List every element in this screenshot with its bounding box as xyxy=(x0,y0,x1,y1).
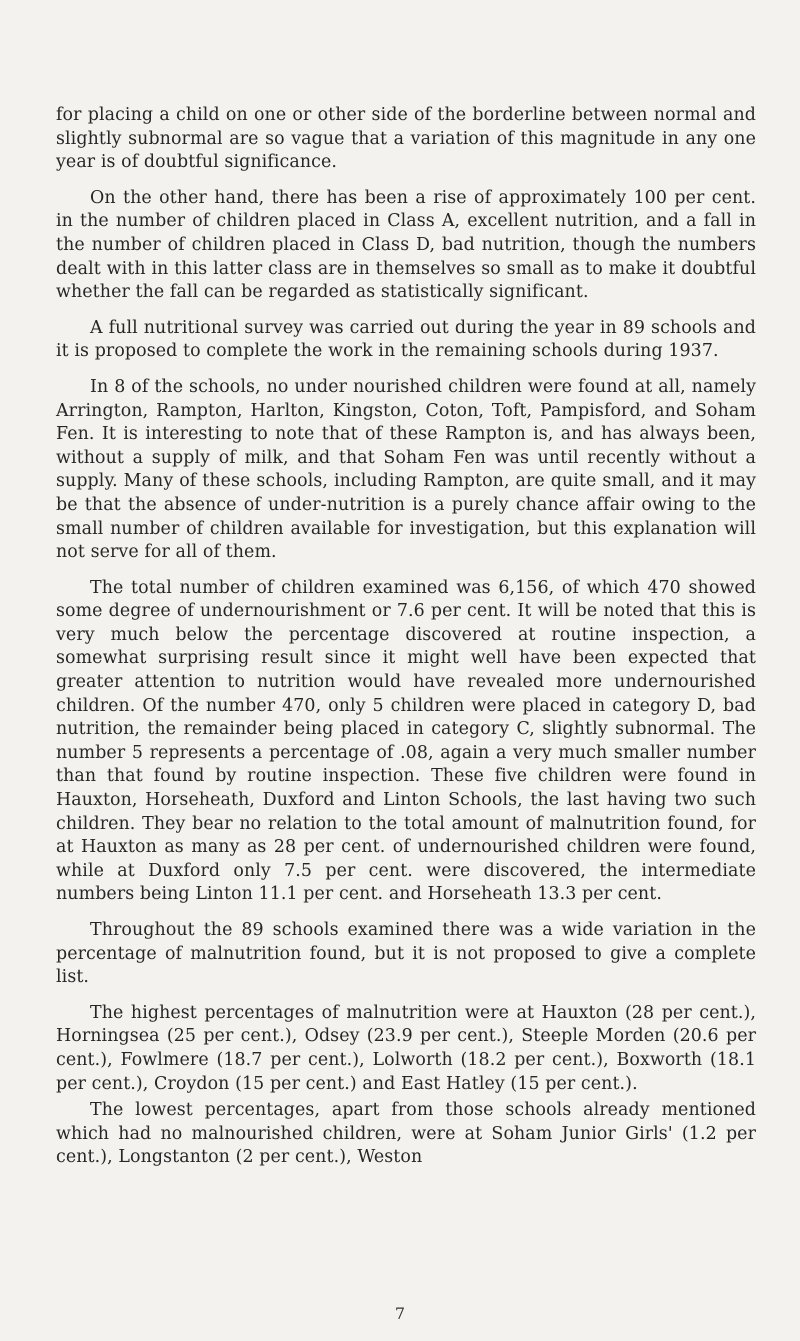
document-page xyxy=(56,104,756,1170)
paragraph-total-examined: The total number of children examined was 6,156, of which 470 showed some degree of undernourishment or 7.6 per cent. It will be noted that this is very much below the percentage discovered at routine inspection, a somewhat surprising result since it might well have been expected that greater attention to nutrition would have revealed more undernourished children. Of the number 470, only 5 children were placed in category D, bad nutrition, the remainder being placed in category C, slightly subnormal. The number 5 represents a percentage of .08, again a very much smaller number than that found by routine inspection. These five children were found in Hauxton, Horseheath, Duxford and Linton Schools, the last having two such children. They bear no relation to the total amount of malnutrition found, for at Hauxton as many as 28 per cent. of undernourished children were found, while at Duxford only 7.5 per cent. were discovered, the intermediate numbers being Linton 11.1 per cent. and Horseheath 13.3 per cent. xyxy=(56,577,756,905)
paragraph-nutritional-survey: A full nutritional survey was carried out during the year in 89 schools and it is proposed to complete the work in the remaining schools during 1937. xyxy=(56,317,756,362)
paragraph-class-changes: On the other hand, there has been a rise of approximately 100 per cent. in the number of children placed in Class A, excellent nutrition, and a fall in the number of children placed in Class D, bad nutrition, though the numbers dealt with in this latter class are in themselves so small as to make it doubtful whether the fall can be regarded as statistically significant. xyxy=(56,187,756,303)
paragraph-variation: Throughout the 89 schools examined there was a wide variation in the percentage of malnutrition found, but it is not proposed to give a complete list. xyxy=(56,920,756,988)
paragraph-schools-no-undernourished: In 8 of the schools, no under nourished children were found at all, namely Arrington, Rampton, Harlton, Kingston, Coton, Toft, Pampisford, and Soham Fen. It is interesting to note that of these Rampton is, and has always been, without a supply of milk, and that Soham Fen was until recently without a supply. Many of these schools, including Rampton, are quite small, and it may be that the absence of under-nutrition is a purely chance affair owing to the small number of children available for investigation, but this explanation will not serve for all of them. xyxy=(56,376,756,563)
paragraph-highest-percentages: The highest percentages of malnutrition were at Hauxton (28 per cent.), Horningsea (25 per cent.), Odsey (23.9 per cent.), Steeple Morden (20.6 per cent.), Fowlmere (18.7 per cent.), Lolworth (18.2 per cent.), Boxworth (18.1 per cent.), Croydon (15 per cent.) and East Hatley (15 per cent.). xyxy=(56,1002,756,1094)
paragraph-lowest-percentages: The lowest percentages, apart from those schools already mentioned which had no malnourished children, were at Soham Junior Girls' (1.2 per cent.), Longstanton (2 per cent.), Weston xyxy=(56,1100,756,1168)
paragraph-continuation: for placing a child on one or other side of the borderline between normal and slightly subnormal are so vague that a variation of this magnitude in any one year is of doubtful significance. xyxy=(56,105,756,173)
page-number: 7 xyxy=(394,1304,406,1323)
